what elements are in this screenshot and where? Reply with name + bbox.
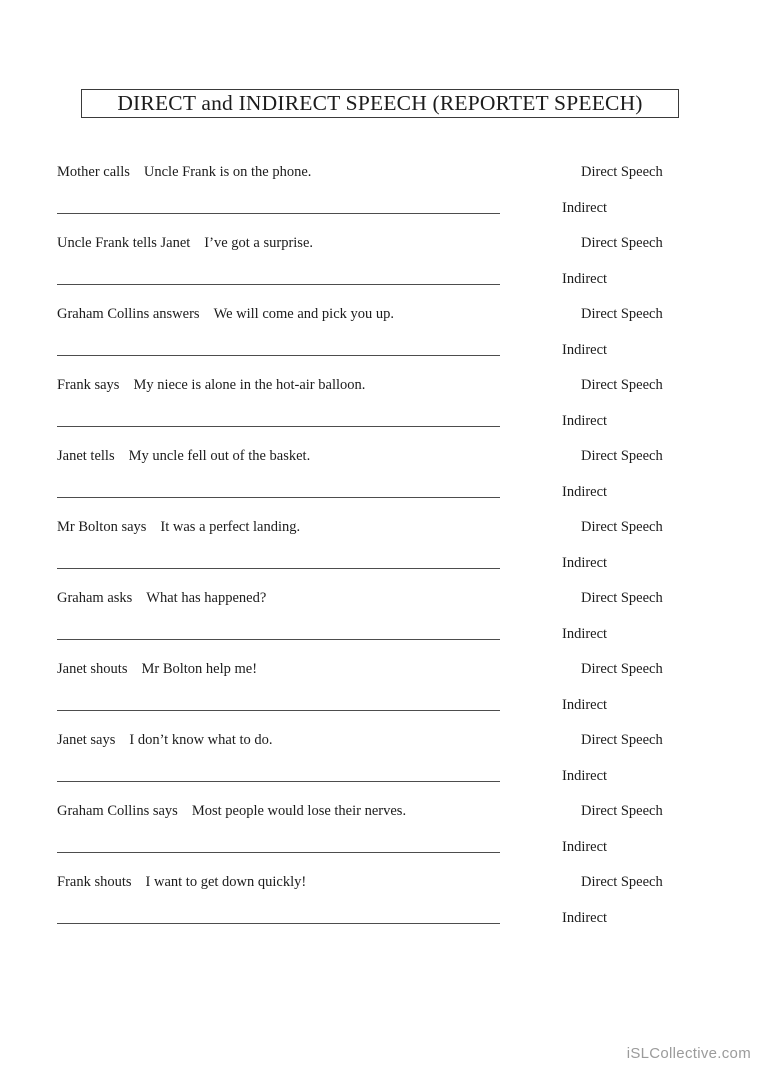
sentence [57,376,365,394]
direct-speech-label: Direct Speech [581,164,663,180]
answer-blank-line [57,568,500,569]
worksheet-title-box [81,89,679,118]
exercise-row [0,163,766,234]
quote-text: What has happened? [146,590,267,606]
direct-speech-label: Direct Speech [581,732,663,748]
quote-text: I want to get down quickly! [145,874,307,890]
direct-speech-label: Direct Speech [581,661,663,677]
answer-blank-line [57,639,500,640]
sentence [57,873,306,891]
indirect-label: Indirect [562,555,608,571]
sentence [57,802,406,820]
sentence [57,518,300,536]
exercise-row [0,731,766,802]
exercise-row [0,660,766,731]
sentence [57,660,257,678]
direct-speech-label: Direct Speech [581,235,663,251]
speaker-text: Janet says [57,732,116,748]
answer-blank-line [57,497,500,498]
direct-speech-label: Direct Speech [581,519,663,535]
direct-speech-label: Direct Speech [581,377,663,393]
speaker-text: Graham Collins says [57,803,178,819]
answer-blank-line [57,710,500,711]
quote-text: Most people would lose their nerves. [191,803,407,819]
exercise-row [0,518,766,589]
indirect-label: Indirect [562,271,608,287]
quote-text: My uncle fell out of the basket. [128,448,311,464]
exercise-row [0,447,766,518]
sentence [57,731,273,749]
quote-text: I’ve got a surprise. [204,235,314,251]
answer-blank-line [57,852,500,853]
speaker-text: Janet tells [57,448,115,464]
direct-speech-label: Direct Speech [581,803,663,819]
exercise-row [0,376,766,447]
answer-blank-line [57,923,500,924]
speaker-text: Uncle Frank tells Janet [57,235,191,251]
exercise-row [0,589,766,660]
direct-speech-label: Direct Speech [581,874,663,890]
exercise-row [0,234,766,305]
indirect-label: Indirect [562,697,608,713]
indirect-label: Indirect [562,910,608,926]
exercise-row [0,305,766,376]
indirect-label: Indirect [562,413,608,429]
direct-speech-label: Direct Speech [581,448,663,464]
speaker-text: Graham Collins answers [57,306,200,322]
speaker-text: Frank shouts [57,874,132,890]
quote-text: We will come and pick you up. [213,306,395,322]
answer-blank-line [57,213,500,214]
quote-text: My niece is alone in the hot-air balloon. [133,377,366,393]
answer-blank-line [57,284,500,285]
islcollective-watermark: iSLCollective.com [626,1045,751,1062]
speaker-text: Mr Bolton says [57,519,147,535]
indirect-label: Indirect [562,768,608,784]
quote-text: I don’t know what to do. [129,732,273,748]
indirect-label: Indirect [562,484,608,500]
indirect-label: Indirect [562,342,608,358]
speaker-text: Janet shouts [57,661,128,677]
speaker-text: Graham asks [57,590,133,606]
exercise-row [0,802,766,873]
direct-speech-label: Direct Speech [581,590,663,606]
sentence [57,447,310,465]
indirect-label: Indirect [562,626,608,642]
answer-blank-line [57,355,500,356]
quote-text: It was a perfect landing. [160,519,301,535]
answer-blank-line [57,781,500,782]
indirect-label: Indirect [562,200,608,216]
speaker-text: Mother calls [57,164,130,180]
exercise-row [0,873,766,944]
sentence [57,163,311,181]
speaker-text: Frank says [57,377,120,393]
quote-text: Mr Bolton help me! [141,661,258,677]
sentence [57,305,394,323]
sentence [57,589,266,607]
sentence [57,234,313,252]
direct-speech-label: Direct Speech [581,306,663,322]
answer-blank-line [57,426,500,427]
quote-text: Uncle Frank is on the phone. [143,164,312,180]
indirect-label: Indirect [562,839,608,855]
worksheet-title: DIRECT and INDIRECT SPEECH (REPORTET SPEECH) [117,91,643,115]
